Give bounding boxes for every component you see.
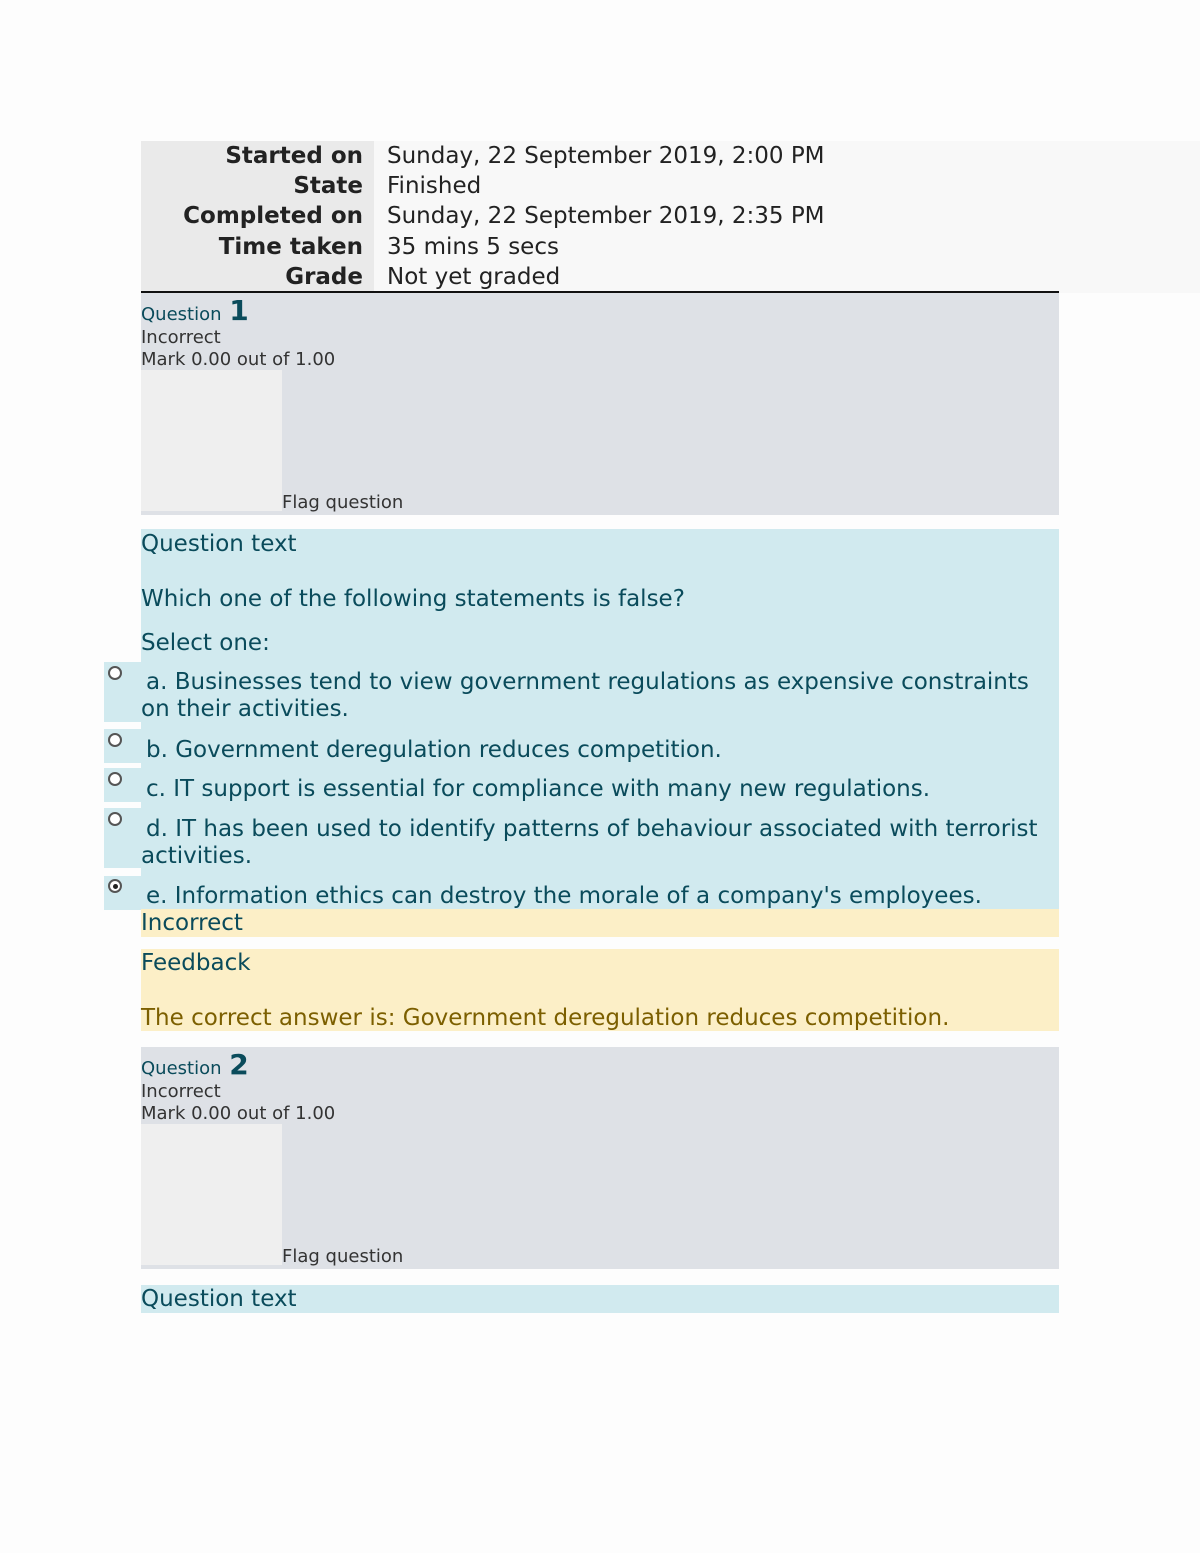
question-prefix: Question	[141, 1058, 222, 1079]
summary-value: Sunday, 22 September 2019, 2:00 PM	[387, 143, 825, 169]
question-state: Incorrect	[141, 1081, 221, 1102]
outcome-panel	[141, 909, 1059, 937]
summary-label: Started on	[225, 143, 363, 169]
flag-question-link[interactable]: Flag question	[282, 492, 404, 513]
flag-question-link[interactable]: Flag question	[282, 1246, 404, 1267]
summary-row-started	[141, 141, 1200, 171]
question-number-value: 1	[229, 294, 249, 327]
question-number	[141, 1048, 249, 1083]
summary-label: Completed on	[183, 203, 363, 229]
option-e-label[interactable]: e. Information ethics can destroy the morale of a company's employees.	[146, 883, 982, 909]
question-state: Incorrect	[141, 327, 221, 348]
summary-row-time-taken	[141, 232, 1200, 262]
flag-question-icon[interactable]	[141, 1124, 282, 1265]
radio-option-a[interactable]	[108, 666, 122, 680]
radio-option-e[interactable]	[108, 879, 122, 893]
summary-value: 35 mins 5 secs	[387, 234, 559, 260]
summary-row-grade	[141, 262, 1200, 292]
option-b-label[interactable]: b. Government deregulation reduces competition.	[146, 737, 722, 763]
option-d-label-cont[interactable]: activities.	[141, 843, 253, 869]
summary-value: Not yet graded	[387, 264, 561, 290]
summary-label: Time taken	[218, 234, 363, 260]
question-number-value: 2	[229, 1048, 249, 1081]
outcome-label: Incorrect	[141, 910, 243, 936]
attempt-summary-table	[141, 141, 1200, 293]
question-prefix: Question	[141, 304, 222, 325]
question-prompt: Which one of the following statements is false?	[141, 586, 685, 612]
radio-option-d[interactable]	[108, 812, 122, 826]
summary-value: Finished	[387, 173, 482, 199]
summary-label: Grade	[285, 264, 363, 290]
feedback-text: The correct answer is: Government deregulation reduces competition.	[141, 1005, 950, 1031]
summary-value: Sunday, 22 September 2019, 2:35 PM	[387, 203, 825, 229]
question-2-info	[141, 1047, 1059, 1269]
option-d-label[interactable]: d. IT has been used to identify patterns of behaviour associated with terrorist	[146, 816, 1038, 842]
summary-row-completed	[141, 201, 1200, 231]
question-grade: Mark 0.00 out of 1.00	[141, 349, 336, 370]
option-a-label-cont[interactable]: on their activities.	[141, 696, 349, 722]
select-one-label: Select one:	[141, 630, 270, 656]
question-1-info	[141, 293, 1059, 515]
option-c-label[interactable]: c. IT support is essential for compliance with many new regulations.	[146, 776, 931, 802]
question-number	[141, 294, 249, 329]
flag-question-icon[interactable]	[141, 370, 282, 511]
option-a-label[interactable]: a. Businesses tend to view government regulations as expensive constraints	[146, 669, 1029, 695]
feedback-heading: Feedback	[141, 950, 251, 976]
radio-option-c[interactable]	[108, 772, 122, 786]
question-text-heading: Question text	[141, 531, 297, 557]
radio-option-b[interactable]	[108, 733, 122, 747]
question-grade: Mark 0.00 out of 1.00	[141, 1103, 336, 1124]
summary-row-state	[141, 171, 1200, 201]
question-text-heading: Question text	[141, 1286, 297, 1312]
summary-label: State	[293, 173, 363, 199]
